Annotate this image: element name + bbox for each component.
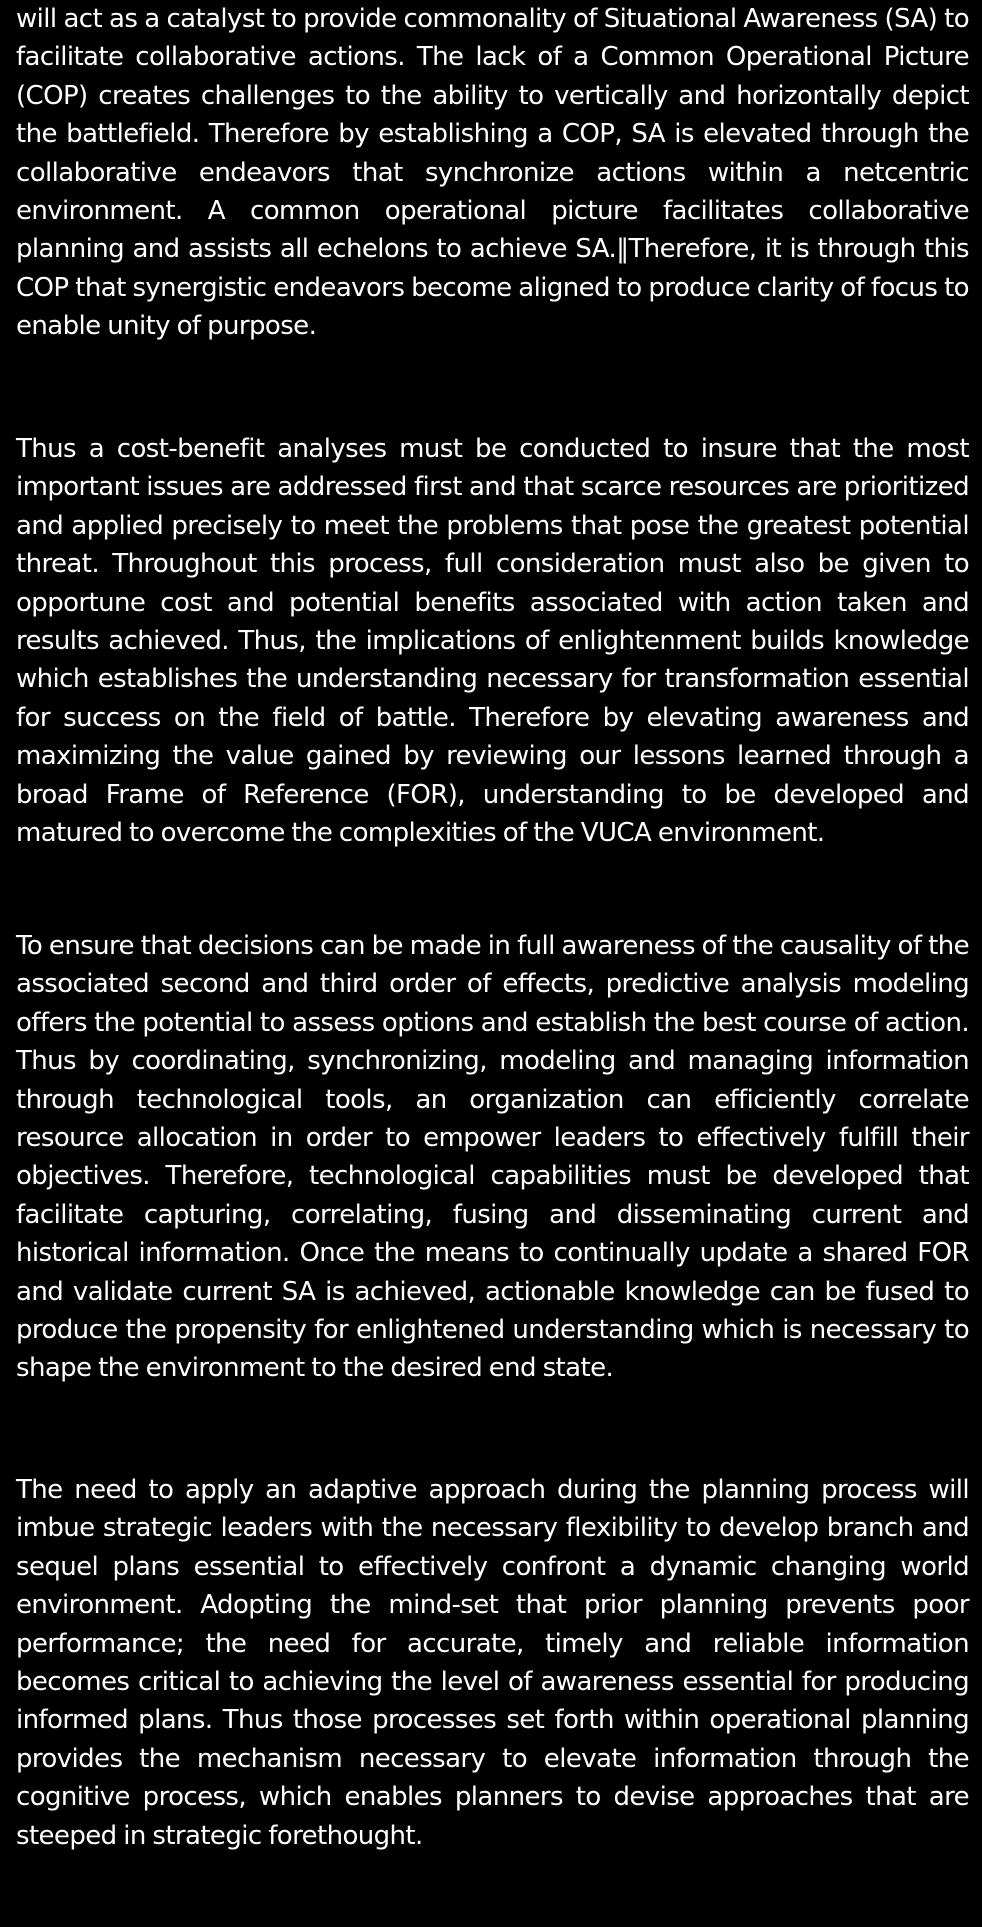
paragraph-common-operational-picture: will act as a catalyst to provide commonality of Situational Awareness (SA) to facilitate collaborative actions. The lack of a Common Operational Picture (COP) creates challenges to the ability to vertically and horizontally depict the battlefield. Therefore by establishing a COP, SA is elevated through the collaborative endeavors that synchronize actions within a netcentric environment. A common operational picture facilitates collaborative planning and assists all echelons to achieve SA.‖Therefore, it is through this COP that synergistic endeavors become aligned to produce clarity of focus to enable unity of purpose. xyxy=(16,4,969,342)
paragraph-predictive-analysis: To ensure that decisions can be made in full awareness of the causality of the associated second and third order of effects, predictive analysis modeling offers the potential to assess options and establish the best course of action. Thus by coordinating, synchronizing, modeling and managing information through technological tools, an organization can efficiently correlate resource allocation in order to empower leaders to effectively fulfill their objectives. Therefore, technological capabilities must be developed that facilitate capturing, correlating, fusing and disseminating current and historical information. Once the means to continually update a shared FOR and validate current SA is achieved, actionable knowledge can be fused to produce the propensity for enlightened understanding which is necessary to shape the environment to the desired end state. xyxy=(16,931,969,1384)
paragraph-cost-benefit-analyses: Thus a cost-benefit analyses must be conducted to insure that the most important issues are addressed first and that scarce resources are prioritized and applied precisely to meet the problems that pose the greatest potential threat. Throughout this process, full consideration must also be given to opportune cost and potential benefits associated with action taken and results achieved. Thus, the implications of enlightenment builds knowledge which establishes the understanding necessary for transformation essential for success on the field of battle. Therefore by elevating awareness and maximizing the value gained by reviewing our lessons learned through a broad Frame of Reference (FOR), understanding to be developed and matured to overcome the complexities of the VUCA environment. xyxy=(16,434,969,849)
paragraph-adaptive-planning: The need to apply an adaptive approach during the planning process will imbue strategic leaders with the necessary flexibility to develop branch and sequel plans essential to effectively confront a dynamic changing world environment. Adopting the mind-set that prior planning prevents poor performance; the need for accurate, timely and reliable information becomes critical to achieving the level of awareness essential for producing informed plans. Thus those processes set forth within operational planning provides the mechanism necessary to elevate information through the cognitive process, which enables planners to devise approaches that are steeped in strategic forethought. xyxy=(16,1475,969,1851)
